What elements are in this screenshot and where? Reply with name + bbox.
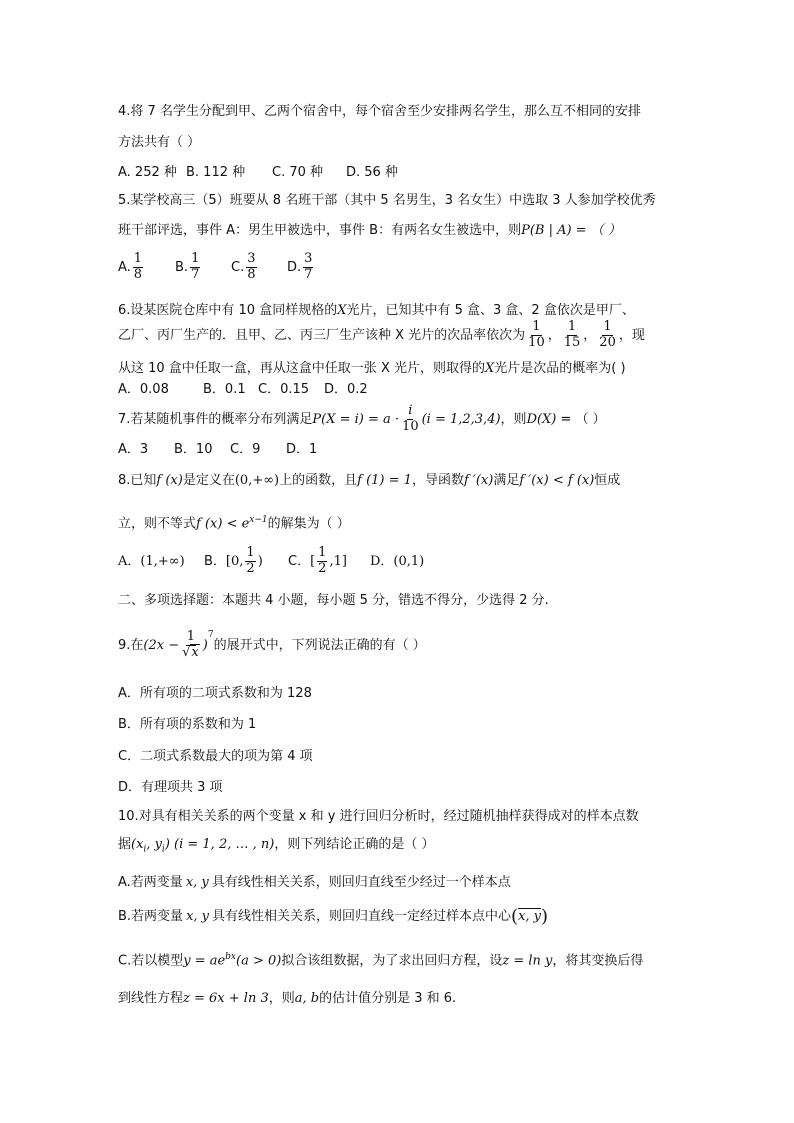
q7-option-a: A．3 [118, 442, 149, 457]
q5-line2 [118, 224, 621, 237]
q6-rate-2-num: 1 [567, 319, 577, 334]
q10-optB-m: x, y [186, 909, 210, 924]
q10-l2a: 据 [118, 837, 132, 852]
q6-line3 [118, 362, 626, 375]
q7-num: i [408, 403, 413, 418]
q10-line1: 10.对具有相关关系的两个变量 x 和 y 进行回归分析时，经过随机抽样获得成对的样本点数 [118, 809, 639, 824]
q5-options [118, 252, 315, 283]
q10-optC-cond: (a > 0) [236, 953, 282, 969]
q8-line2 [118, 516, 350, 530]
q10-option-a [118, 876, 511, 889]
q5-b-num: 1 [191, 251, 200, 266]
q10-optC-c: ，将其变换后得 [552, 953, 644, 969]
q8-options [118, 546, 424, 577]
q5-c-num: 3 [247, 251, 256, 266]
q10-optC-a: C.若以模型 [118, 953, 184, 969]
q5-option-a-frac [133, 252, 143, 283]
q6-line2a: 乙厂、丙厂生产的．且甲、乙、丙三厂生产该种 X 光片的次品率依次为 [118, 327, 526, 343]
q9-den-rad: x [191, 644, 199, 660]
q10-optC-ab: a, b [294, 991, 320, 1006]
q8-optC-post: ,1] [329, 553, 347, 569]
q5-line2-text: 班干部评选，事件 A：男生甲被选中，事件 B：有两名女生被选中，则 [118, 223, 522, 238]
q10-optA-m: x, y [185, 875, 209, 890]
q8-f1: f (1) = 1 [357, 473, 412, 488]
q9-expr-pre: (2x − [143, 637, 180, 653]
q6-rate-3-num: 1 [603, 319, 612, 334]
q7-range: (i = 1,2,3,4) [421, 411, 501, 427]
q10-optA-a: A.若两变量 [118, 875, 183, 890]
q8-fpx: f ′(x) [463, 473, 494, 488]
q4-option-b: B. 112 种 [186, 165, 246, 180]
q10-optC-l2a: 到线性方程 [118, 991, 184, 1006]
q5-option-c-frac [246, 252, 256, 283]
q9-den: √x [182, 644, 199, 660]
q7-lhs: P(X = i) = a · [312, 411, 400, 427]
q4-option-a: A. 252 种 [118, 165, 177, 180]
q7-options [118, 443, 317, 456]
q10-optB-a: B.若两变量 [118, 909, 184, 924]
q5-option-c-label: C. [231, 259, 245, 275]
q10-optC-l2m: z = 6x + ln 3 [183, 991, 269, 1006]
q6-option-d: D．0.2 [324, 382, 368, 397]
q6-line2b: ，现 [618, 327, 645, 343]
q8-option-c [288, 546, 370, 577]
q6-options [118, 383, 368, 396]
q5-option-b-label: B. [175, 259, 189, 275]
q8-p2: 是定义在 [182, 473, 235, 488]
q10-option-c-line2 [118, 992, 456, 1005]
q8-line1 [118, 474, 620, 487]
section-2-heading: 二、多项选择题：本题共 4 小题，每小题 5 分，错选不得分，少选得 2 分. [118, 593, 549, 608]
q7-option-b: B．10 [174, 442, 213, 457]
q4-line2: 方法共有（ ） [118, 135, 201, 150]
q4-options [118, 166, 398, 179]
q10-optC-b: 拟合该组数据，为了求出回归方程，设 [281, 953, 503, 969]
q10-option-c [118, 953, 643, 967]
q5-option-d-label: D. [287, 259, 302, 275]
q8-option-b [204, 546, 288, 577]
q9-prefix: 9.在 [118, 637, 144, 653]
q7-prefix: 7.若某随机事件的概率分布列满足 [118, 411, 313, 427]
q10-l2math: (x [131, 837, 144, 852]
q5-line1: 5.某学校高三（5）班要从 8 名班干部（其中 5 名男生，3 名女生）中选取 3 人参加学校优秀 [118, 193, 656, 208]
q4-option-d: D. 56 种 [346, 165, 398, 180]
q6-line1b: 光片，已知其中有 5 盒、3 盒、2 盒依次是甲厂、 [346, 303, 635, 318]
q6-rate-3-den: 20 [599, 334, 616, 350]
q9-suffix: 的展开式中，下列说法正确的有（ ） [213, 637, 426, 653]
q8-option-d: D．(0,1) [370, 553, 425, 569]
q7-suffix: = （ ） [556, 411, 606, 427]
q5-c-den: 8 [247, 266, 256, 282]
q10-optC-l2c: 的估计值分别是 3 和 6. [319, 991, 457, 1006]
q7-line [118, 404, 606, 435]
q6-x1: X [337, 303, 347, 318]
q8-domain: (0,+∞) [234, 473, 280, 488]
q8-optB-num: 1 [246, 545, 255, 560]
q10-optB-b: 具有线性相关关系，则回归直线一定经过样本点中心 [212, 909, 512, 924]
q5-d-den: 7 [304, 266, 313, 282]
q6-line3b: 光片是次品的概率为( ) [494, 361, 626, 376]
q10-optC-exp: bx [225, 952, 237, 962]
q5-b-den: 7 [191, 266, 200, 282]
q8-ineq: f ′(x) < f (x) [519, 473, 595, 488]
q8-optB-den: 2 [246, 560, 255, 576]
q6-option-c: C．0.15 [258, 382, 310, 397]
q6-line2: 乙厂、丙厂生产的．且甲、乙、丙三厂生产该种 X 光片的次品率依次为 $\frac{1}{10}$ ， $\frac{1}{15}$ ， $\frac{1}{20}$ ，现 [118, 319, 645, 350]
q9-option-d: D．有理项共 3 项 [118, 780, 223, 795]
q8-optC-pre: [ [310, 553, 316, 569]
q10-l2math2: ) (i = 1, 2, … , n) [164, 837, 275, 852]
q10-line2 [118, 838, 434, 855]
q8-optC-num: 1 [318, 545, 327, 560]
q7-frac [401, 404, 420, 435]
q10-l2mid: , y [146, 837, 162, 852]
q8-optC-den: 2 [318, 560, 327, 576]
q5-option-a-label: A. [118, 259, 131, 275]
q5-option-b-frac [190, 252, 200, 283]
q8-fx: f (x) [156, 473, 183, 488]
q7-den: 10 [402, 418, 419, 434]
q6-option-b: B．0.1 [203, 382, 246, 397]
q8-p3: 上的函数，且 [279, 473, 358, 488]
q5-option-b [175, 252, 231, 283]
q6-line1 [118, 304, 635, 317]
q5-a-den: 8 [133, 266, 143, 282]
q10-l2sub2: i [161, 844, 165, 855]
q5-option-d-frac [303, 252, 313, 283]
q10-option-b: B.若两变量 x, y 具有线性相关关系，则回归直线一定经过样本点中心(x, y) [118, 906, 549, 927]
q6-rate-2-den: 15 [563, 334, 581, 350]
q6-x2: X [484, 361, 495, 376]
q9-expr-post: ) [202, 637, 208, 653]
q5-d-num: 3 [304, 251, 313, 266]
q5-a-num: 1 [133, 251, 143, 266]
q9-option-b: B．所有项的系数和为 1 [118, 717, 257, 732]
q10-optB-center: x, y [518, 909, 542, 924]
q8-optB-post: ) [257, 553, 263, 569]
q8-option-a: A．(1,+∞) [118, 553, 185, 569]
q6-option-a: A．0.08 [118, 382, 169, 397]
q9-line [118, 630, 426, 661]
q7-option-d: D．1 [286, 442, 318, 457]
q5-option-c [231, 252, 287, 283]
q6-rate-1-num: 1 [532, 319, 541, 334]
q10-optA-b: 具有线性相关关系，则回归直线至少经过一个样本点 [211, 875, 511, 890]
q10-optC-z: z = ln y [502, 953, 553, 969]
q8-optB-frac [245, 546, 255, 577]
q6-rate-3 [598, 320, 617, 351]
q10-optC-m: y = ae [183, 953, 226, 969]
q8-l2exp: x−1 [249, 515, 268, 525]
q8-l2ineq: f (x) < e [196, 516, 250, 532]
q8-l2b: 的解集为（ ） [267, 516, 350, 532]
q8-p4: ，导函数 [411, 473, 464, 488]
q5-option-a [118, 252, 175, 283]
q9-frac [181, 630, 201, 661]
q5-formula: P(B | A) = （ ） [521, 223, 621, 238]
q9-num: 1 [186, 629, 196, 644]
q6-rate-1 [527, 320, 546, 351]
q9-exp: 7 [207, 629, 214, 640]
q8-p1: 8.已知 [118, 473, 157, 488]
q6-rate-2 [563, 320, 582, 351]
q7-mid: ，则 [500, 411, 527, 427]
q7-dx: D(X) [526, 411, 557, 427]
q8-optC-frac [317, 546, 327, 577]
q8-optB-pre: [0, [225, 553, 244, 569]
q6-line3a: 从这 10 盒中任取一盒，再从这盒中任取一张 X 光片，则取得的 [118, 361, 485, 376]
q6-line1a: 6.设某医院仓库中有 10 盒同样规格的 [118, 303, 338, 318]
q8-l2a: 立，则不等式 [118, 516, 197, 532]
q4-option-c: C. 70 种 [272, 165, 324, 180]
q8-optB-label: B． [204, 553, 226, 569]
q9-option-c: C．二项式系数最大的项为第 4 项 [118, 749, 313, 764]
q7-option-c: C．9 [230, 442, 261, 457]
q10-l2b: ，则下列结论正确的是（ ） [274, 837, 435, 852]
q10-l2sub1: i [143, 844, 147, 855]
q8-optC-label: C． [288, 553, 311, 569]
q6-rate-1-den: 10 [528, 334, 545, 350]
q5-option-d [287, 252, 315, 283]
q10-optC-l2b: ，则 [268, 991, 295, 1006]
q8-p6: 恒成 [594, 473, 621, 488]
q9-option-a: A．所有项的二项式系数和为 128 [118, 686, 312, 701]
q8-p5: 满足 [493, 473, 520, 488]
q4-line1: 4.将 7 名学生分配到甲、乙两个宿舍中，每个宿舍至少安排两名学生，那么互不相同的安排 [118, 104, 641, 119]
